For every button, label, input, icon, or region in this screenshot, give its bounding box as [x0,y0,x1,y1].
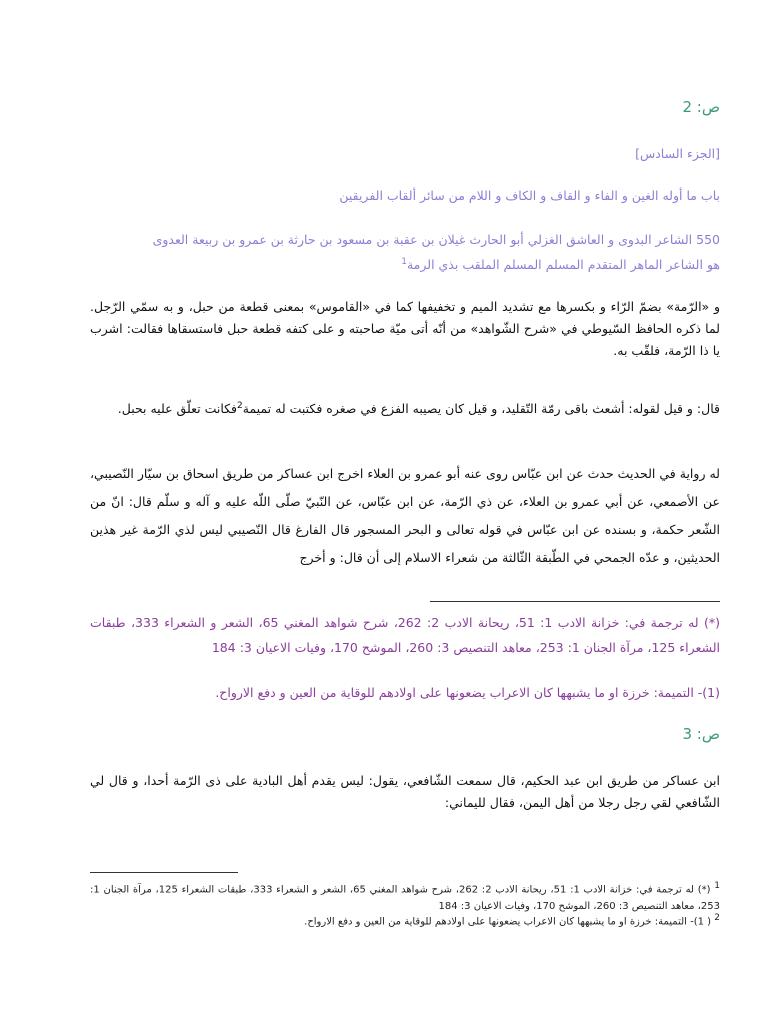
volume-heading: [الجزء السادس] [635,146,720,161]
footnote-ref[interactable]: 2 [237,401,243,411]
paragraph-4: ابن عساكر من طريق ابن عبد الحكيم، قال سمعت الشّافعي، يقول: ليس يقدم أهل البادية على ذى الرّمة أحدا، و قال لي الشّافعي لقي رجل رجلا من أهل اليمن، فقال لليماني: [90,773,720,810]
footnote-1: $^1$ (*) له ترجمة في: خزانة الادب 1: 51، ريحانة الادب 2: 262، شرح شواهد المغني 65، الشعر و الشعراء 333، طبقات الشعراء 125، مرآة الجنان 1: 253، معاهد التنصيص 3: 260، الموشح 170، وفيات الاعيان 3: 184 [90,881,720,912]
footnote-2: $^2$ ( 1)- التميمة: خرزة او ما يشبهها كان الاعراب يضعونها على اولادهم للوقاية من العين و دفع الارواح. [304,913,720,928]
section-divider [430,601,720,602]
page-number-next: ص: 3 [682,725,720,743]
page-number-top: ص: 2 [682,98,720,116]
note-star: (*) له ترجمة في: خزانة الادب 1: 51، ريحانة الادب 2: 262، شرح شواهد المغني 65، الشعر و الشعراء 333، طبقات الشعراء 125، مرآة الجنان 1: 253، معاهد التنصيص 3: 260، الموشح 170، وفيات الاعيان 3: 184 [90,615,720,655]
chapter-heading: باب ما أوله الغين و الفاء و القاف و الكاف و اللام من سائر ألقاب الفريقين [339,188,720,203]
footnote-separator [90,872,238,873]
paragraph-2: قال: و قيل لقوله: أشعث باقى رمّة التّقليد، و قيل كان يصيبه الفزع في صغره فكتبت له تميمة$^2$فكانت تعلّق عليه بحبل. [117,401,720,417]
paragraph-3: له رواية في الحديث حدث عن ابن عبّاس روى عنه أبو عمرو بن العلاء اخرج ابن عساكر من طريق اسحاق بن سيّار النّصيبي، عن الأصمعي، عن أبي عمرو بن العلاء، عن ذي الرّمة، عن ابن عبّاس، عن النّبيّ صلّى اللّه عليه و آله و سلّم قال: انّ من الشّعر حكمة، و بسنده عن ابن عبّاس في قوله تعالى و البحر المسجور قال الفارغ قال النّصيبي ليس لذي الرّمة غير هذين الحديثين، و عدّه الجمحي في الطّبقة الثّالثة من شعراء الاسلام إلى أن قال: و أخرج [90,466,720,565]
paragraph-1: و «الرّمة» بضمّ الرّاء و بكسرها مع تشديد الميم و تخفيفها كما في «القاموس» بمعنى قطعة من حبل، و به سمّي الرّجل. لما ذكره الحافظ السّيوطي في «شرح الشّواهد» من أنّه أتى ميّة صاحبته و على كتفه قطعة حبل فاستسقاها فقالت: اشرب يا ذا الرّمة، فلقّب به. [90,299,720,358]
entry-heading [90,229,720,276]
entry-line-1: 550 الشاعر البدوى و العاشق الغزلي أبو الحارث غيلان بن عقبة بن مسعود بن حارثة بن عمرو بن ربيعة العدوى [152,232,720,247]
entry-line-2: هو الشاعر الماهر المتقدم المسلم المسلم الملقب بذي الرمة$^1$ [401,257,720,273]
footnote-ref[interactable]: 1 [401,257,407,267]
note-1: (1)- التميمة: خرزة او ما يشبهها كان الاعراب يضعونها على اولادهم للوقاية من العين و دفع الارواح. [215,685,720,700]
